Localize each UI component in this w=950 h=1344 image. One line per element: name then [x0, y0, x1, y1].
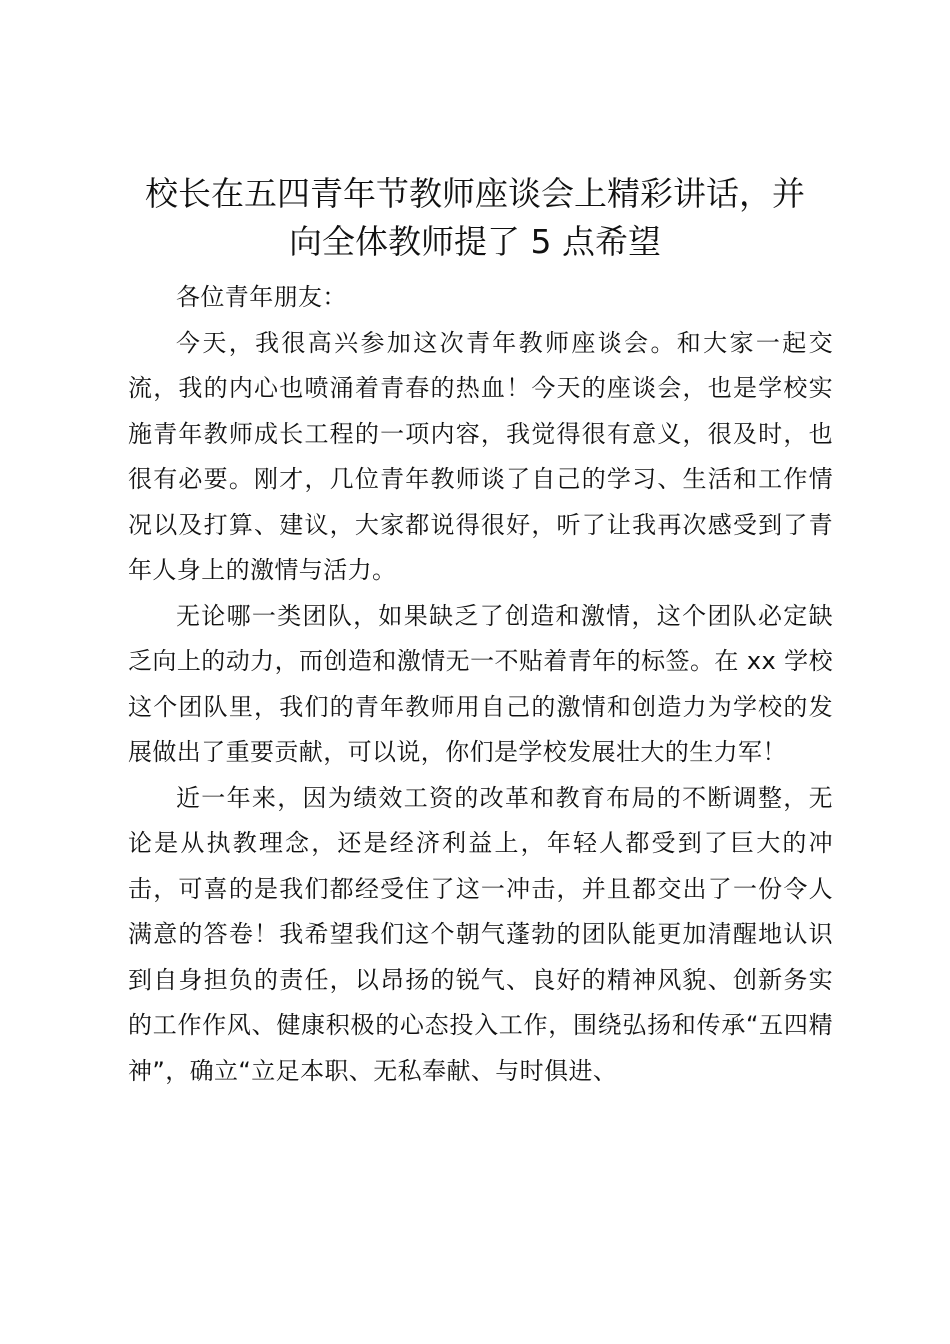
paragraph-1: 今天，我很高兴参加这次青年教师座谈会。和大家一起交流，我的内心也喷涌着青春的热血！今天的座谈会，也是学校实施青年教师成长工程的一项内容，我觉得很有意义，很及时，也很有必要。刚才，几位青年教师谈了自己的学习、生活和工作情况以及打算、建议，大家都说得很好，听了让我再次感受到了青年人身上的激情与活力。 [128, 328, 833, 584]
paragraph-2: 无论哪一类团队，如果缺乏了创造和激情，这个团队必定缺乏向上的动力，而创造和激情无一不贴着青年的标签。在 xx 学校这个团队里，我们的青年教师用自己的激情和创造力为学校的发展做出了重要贡献，可以说，你们是学校发展壮大的生力军！ [128, 601, 833, 766]
title-line-1: 校长在五四青年节教师座谈会上精彩讲话，并 [145, 174, 805, 213]
paragraph-3: 近一年来，因为绩效工资的改革和教育布局的不断调整，无论是从执教理念，还是经济利益上，年轻人都受到了巨大的冲击，可喜的是我们都经受住了这一冲击，并且都交出了一份令人满意的答卷！我希望我们这个朝气蓬勃的团队能更加清醒地认识到自身担负的责任，以昂扬的锐气、良好的精神风貌、创新务实的工作作风、健康积极的心态投入工作，围绕弘扬和传承“五四精神”，确立“立足本职、无私奉献、与时俱进、 [128, 783, 833, 1085]
document-title [118, 170, 832, 266]
document-body [128, 275, 833, 1094]
title-line-2: 向全体教师提了 5 点希望 [289, 222, 661, 261]
greeting: 各位青年朋友： [176, 283, 347, 311]
